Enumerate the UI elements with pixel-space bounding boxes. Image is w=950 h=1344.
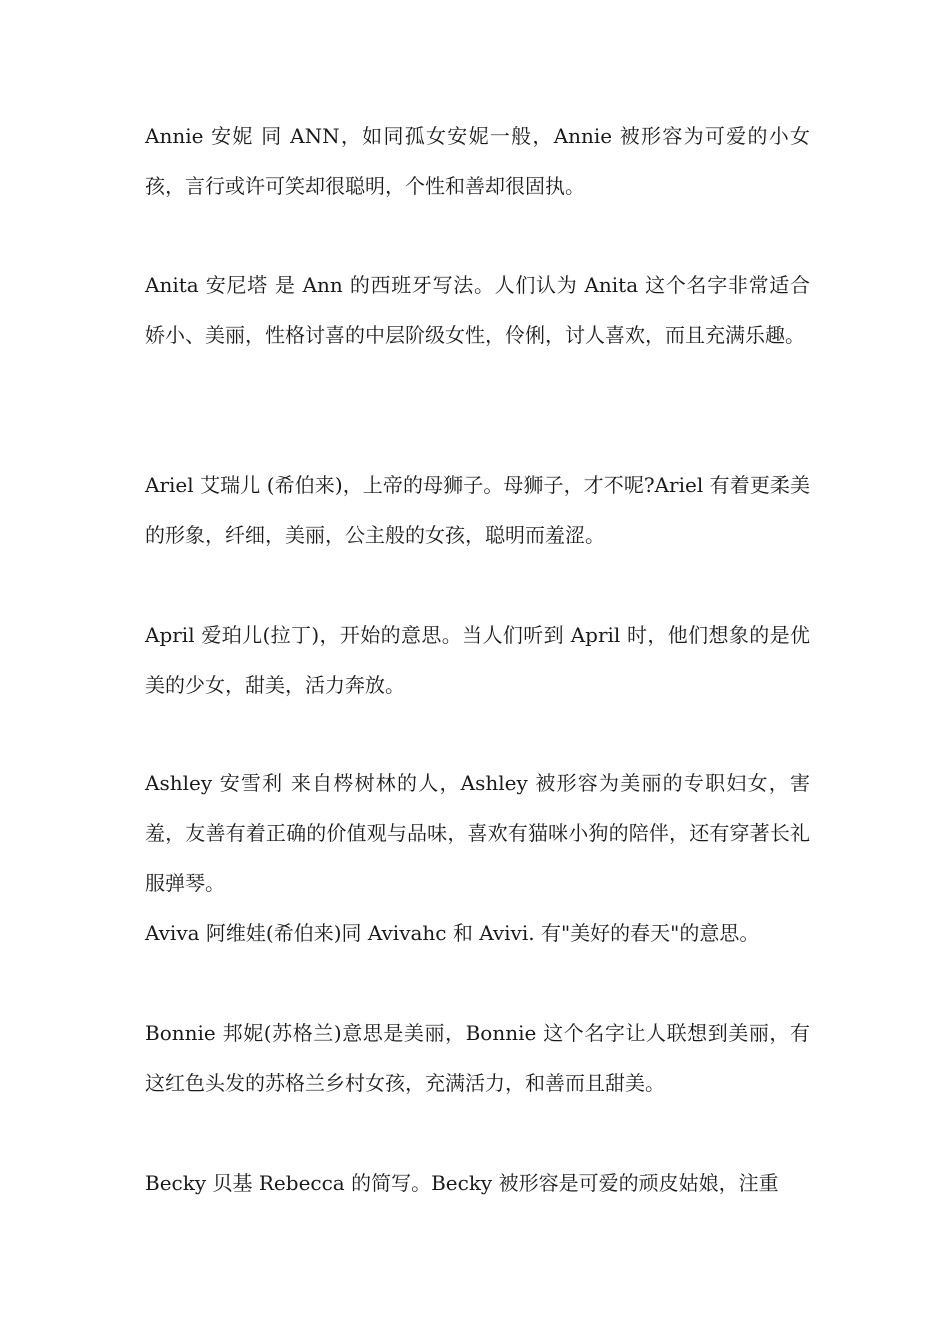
name-entry-anita: Anita 安尼塔 是 Ann 的西班牙写法。人们认为 Anita 这个名字非常适合娇小、美丽，性格讨喜的中层阶级女性，伶俐，讨人喜欢，而且充满乐趣。	[145, 273, 810, 347]
name-entry-ariel: Ariel 艾瑞儿 (希伯来)，上帝的母狮子。母狮子，才不呢?Ariel 有着更柔美的形象，纤细，美丽，公主般的女孩，聪明而羞涩。	[145, 473, 810, 547]
name-entry-april: April 爱珀儿(拉丁)，开始的意思。当人们听到 April 时，他们想象的是优美的少女，甜美，活力奔放。	[145, 623, 810, 697]
name-entry-becky: Becky 贝基 Rebecca 的简写。Becky 被形容是可爱的顽皮姑娘，注重	[145, 1171, 779, 1195]
name-entry-aviva: Aviva 阿维娃(希伯来)同 Avivahc 和 Avivi. 有"美好的春天"的意思。	[145, 921, 760, 945]
name-entry-ashley: Ashley 安雪利 来自梣树林的人，Ashley 被形容为美丽的专职妇女，害羞，友善有着正确的价值观与品味，喜欢有猫咪小狗的陪伴，还有穿著长礼服弹琴。	[145, 771, 810, 895]
name-entry-bonnie: Bonnie 邦妮(苏格兰)意思是美丽，Bonnie 这个名字让人联想到美丽，有这红色头发的苏格兰乡村女孩，充满活力，和善而且甜美。	[145, 1021, 810, 1095]
name-entry-annie: Annie 安妮 同 ANN，如同孤女安妮一般，Annie 被形容为可爱的小女孩，言行或许可笑却很聪明，个性和善却很固执。	[145, 124, 810, 198]
